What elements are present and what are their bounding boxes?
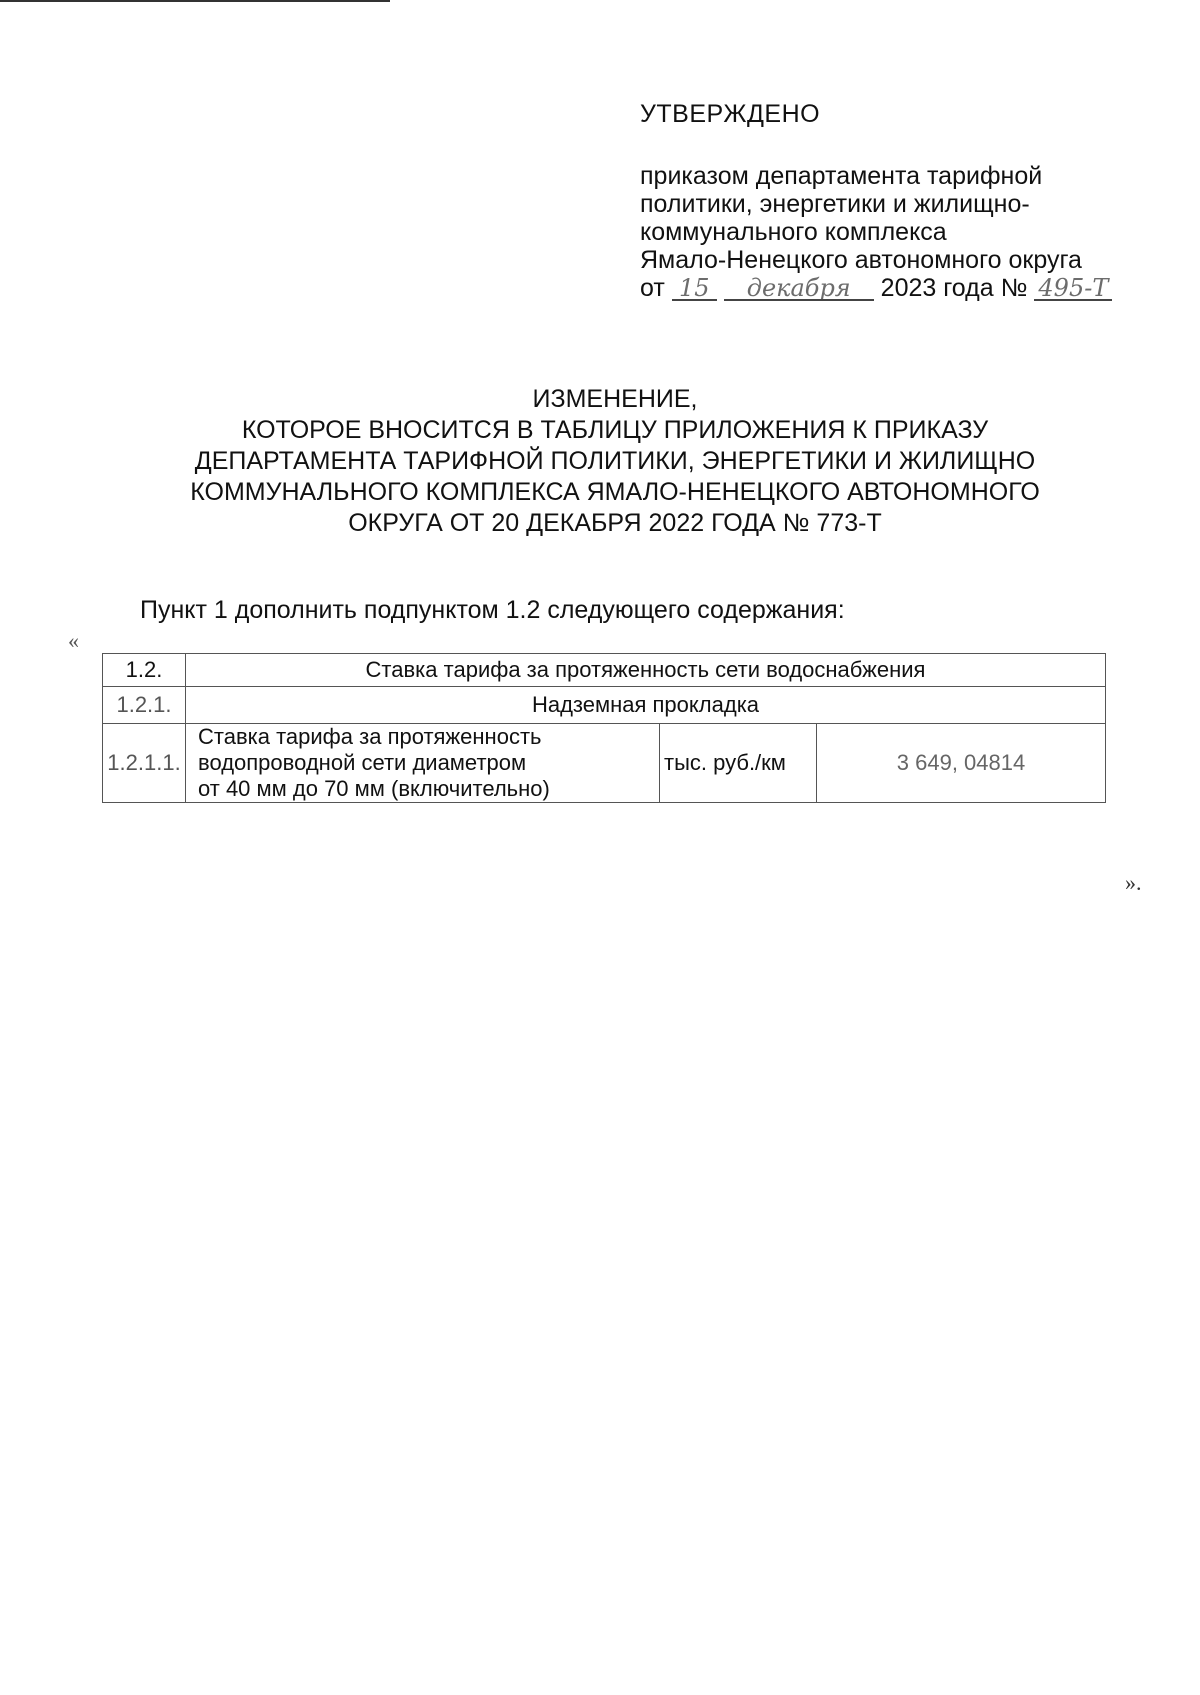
order-date-line [640,274,1160,302]
intro-paragraph: Пункт 1 дополнить подпунктом 1.2 следующего содержания: [140,596,845,624]
tariff-table [102,653,1106,803]
approval-line: приказом департамента тарифной [640,162,1043,190]
approval-line: коммунального комплекса [640,218,947,246]
handwritten-order-number: 495-Т [1034,274,1112,302]
title-line: ДЕПАРТАМЕНТА ТАРИФНОЙ ПОЛИТИКИ, ЭНЕРГЕТИКИ И ЖИЛИЩНО [194,447,1036,475]
rate-value: 3 649, 04814 [817,724,1106,803]
title-line: ИЗМЕНЕНИЕ, [532,385,698,413]
closing-quote: ». [1125,870,1142,895]
title-line: ОКРУГА ОТ 20 ДЕКАБРЯ 2022 ГОДА № 773-Т [348,509,882,537]
approval-block [640,100,1160,302]
document-title [120,384,1110,539]
opening-quote: « [68,628,79,653]
table-row [103,724,1106,803]
row-heading: Надземная прокладка [186,687,1106,724]
top-rule [0,0,390,2]
approval-line: политики, энергетики и жилищно- [640,190,1030,218]
rate-unit: тыс. руб./км [660,724,817,803]
handwritten-day: 15 [672,274,717,302]
description-line: от 40 мм до 70 мм (включительно) [198,776,550,801]
row-code: 1.2.1.1. [103,724,186,803]
row-heading: Ставка тарифа за протяженность сети водоснабжения [186,654,1106,687]
description-line: водопроводной сети диаметром [198,750,527,775]
date-prefix: от [640,274,665,302]
year-text: 2023 года № [880,274,1028,302]
table-row [103,687,1106,724]
row-code: 1.2. [103,654,186,687]
table-row [103,654,1106,687]
handwritten-month: декабря [724,274,874,302]
rate-description [186,724,660,803]
description-line: Ставка тарифа за протяженность [198,724,542,749]
title-line: КОММУНАЛЬНОГО КОМПЛЕКСА ЯМАЛО-НЕНЕЦКОГО АВТОНОМНОГО [190,478,1040,506]
row-code: 1.2.1. [103,687,186,724]
approval-stamp: УТВЕРЖДЕНО [640,100,821,128]
approval-line: Ямало-Ненецкого автономного округа [640,246,1082,274]
title-line: КОТОРОЕ ВНОСИТСЯ В ТАБЛИЦУ ПРИЛОЖЕНИЯ К ПРИКАЗУ [241,416,989,444]
